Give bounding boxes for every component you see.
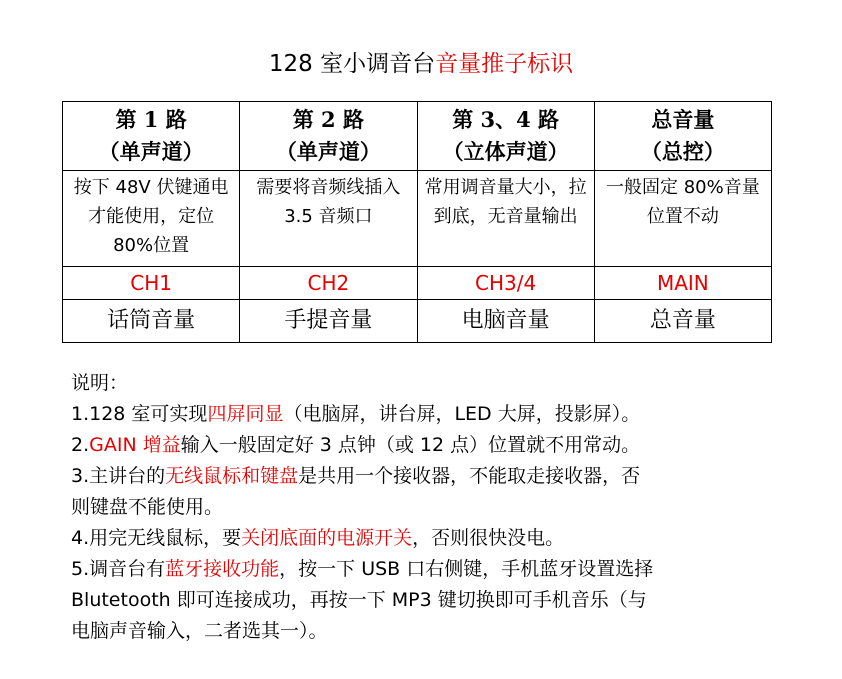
title-red: 音量推子标识 <box>435 51 574 77</box>
note-3-continued: 则键盘不能使用。 <box>71 496 224 518</box>
header-mode: （立体声道） <box>442 139 569 164</box>
channel-label: CH1 <box>63 267 240 300</box>
note-1 <box>71 399 771 430</box>
header-mode: （单声道） <box>98 139 204 164</box>
note-5-text-c: ，按一下 USB 口右侧键，手机蓝牙设置选择 <box>279 558 654 580</box>
note-4-text-a: 4.用完无线鼠标，要 <box>71 527 242 549</box>
volume-label: 手提音量 <box>240 300 417 343</box>
notes-section <box>71 368 771 647</box>
note-5-highlight: 蓝牙接收功能 <box>165 558 280 580</box>
channel-label: MAIN <box>594 267 771 300</box>
note-5 <box>71 554 771 585</box>
header-channel: 总音量 <box>651 107 715 132</box>
volume-label: 电脑音量 <box>417 300 594 343</box>
header-cell-main <box>594 102 771 171</box>
header-mode: （总控） <box>640 139 725 164</box>
note-2-text-c: 输入一般固定好 3 点钟（或 12 点）位置就不用常动。 <box>180 434 641 456</box>
note-3 <box>71 461 771 492</box>
volume-label: 话筒音量 <box>63 300 240 343</box>
note-5-text-a: 5.调音台有 <box>71 558 166 580</box>
volume-label: 总音量 <box>594 300 771 343</box>
notes-heading: 说明： <box>71 372 129 394</box>
header-cell-ch1 <box>63 102 240 171</box>
description-cell: 需要将音频线插入 3.5 音频口 <box>240 171 417 267</box>
note-4-highlight: 关闭底面的电源开关 <box>241 527 413 549</box>
channel-label: CH2 <box>240 267 417 300</box>
mixer-fader-table <box>62 101 772 343</box>
page-title <box>0 48 842 80</box>
note-5-continued-2: 电脑声音输入，二者选其一）。 <box>71 620 328 642</box>
note-4-text-c: ，否则很快没电。 <box>412 527 565 549</box>
note-3-text-c: 是共用一个接收器，不能取走接收器，否 <box>298 465 641 487</box>
note-1-text-a: 1.128 室可实现 <box>71 403 208 425</box>
note-1-highlight: 四屏同显 <box>207 403 284 425</box>
note-2 <box>71 430 771 461</box>
channel-label: CH3/4 <box>417 267 594 300</box>
header-cell-ch34 <box>417 102 594 171</box>
note-4 <box>71 523 771 554</box>
title-black: 128 室小调音台 <box>268 51 436 77</box>
header-cell-ch2 <box>240 102 417 171</box>
header-channel: 第 1 路 <box>115 107 187 132</box>
description-cell: 按下 48V 伏键通电才能使用，定位 80%位置 <box>63 171 240 267</box>
table-description-row <box>63 171 772 267</box>
note-3-highlight: 无线鼠标和键盘 <box>165 465 299 487</box>
note-5-continued: Blutetooth 即可连接成功，再按一下 MP3 键切换即可手机音乐（与 <box>71 589 647 611</box>
header-channel: 第 2 路 <box>292 107 364 132</box>
description-cell: 常用调音量大小，拉到底，无音量输出 <box>417 171 594 267</box>
table-channel-row <box>63 267 772 300</box>
header-channel: 第 3、4 路 <box>452 107 560 132</box>
note-1-text-c: （电脑屏，讲台屏，LED 大屏，投影屏）。 <box>283 403 641 425</box>
description-cell: 一般固定 80%音量位置不动 <box>594 171 771 267</box>
table-volume-row <box>63 300 772 343</box>
note-3-text-a: 3.主讲台的 <box>71 465 166 487</box>
table-header-row <box>63 102 772 171</box>
header-mode: （单声道） <box>275 139 381 164</box>
note-2-text-a: 2. <box>71 434 90 456</box>
note-2-highlight: GAIN 增益 <box>89 434 181 456</box>
